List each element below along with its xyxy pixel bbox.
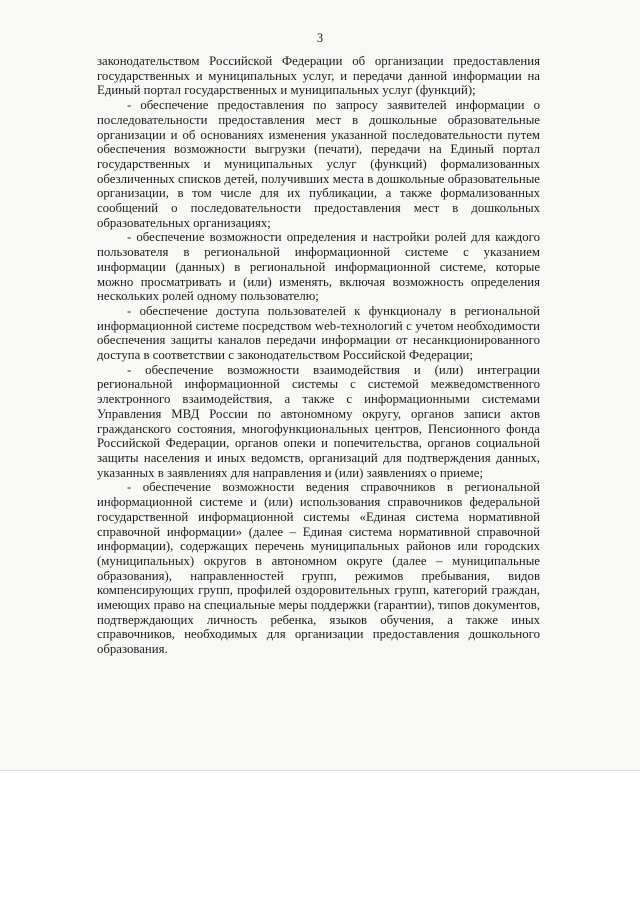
paragraph-user-roles: - обеспечение возможности определения и настройки ролей для каждого пользователя в региональной информационной системе с указанием информации (данных) в региональной информационной системе, которые можно просматривать и (или) изменять, включая возможность определения нескольких ролей одному пользователю;: [97, 230, 540, 304]
page-number: 3: [316, 31, 324, 45]
paragraph-integration: - обеспечение возможности взаимодействия и (или) интеграции региональной информационной системы с системой межведомственного электронного взаимодействия, а также с информационными системами Управления МВД России по автономному округу, органов записи актов гражданского состояния, многофункциональных центров, Пенсионного фонда Российской Федерации, органов опеки и попечительства, органов социальной защиты населения и иных ведомств, организаций для подтверждения данных, указанных в заявлениях для направления и (или) заявлениях о приеме;: [97, 362, 540, 480]
paragraph-continuation: законодательством Российской Федерации об организации предоставления государственных и муниципальных услуг, и передачи данной информации на Единый портал государственных и муниципальных услуг (функций);: [97, 54, 540, 98]
paragraph-queue-info: - обеспечение предоставления по запросу заявителей информации о последовательности предоставления мест в дошкольные образовательные организации и об основаниях изменения указанной последовательности путем обеспечения возможности выгрузки (печати), передачи на Единый портал государственных и муниципальных услуг (функций) формализованных обезличенных списков детей, получивших места в дошкольные образовательные организации, в том числе для их публикации, а также формализованных сообщений о последовательности предоставления мест в дошкольных образовательных организациях;: [97, 98, 540, 230]
paragraph-web-access: - обеспечение доступа пользователей к функционалу в региональной информационной системе посредством web-технологий с учетом необходимости обеспечения защиты каналов передачи информации от несанкционированного доступа в соответствии с законодательством Российской Федерации;: [97, 303, 540, 363]
paragraph-reference-books: - обеспечение возможности ведения справочников в региональной информационной системе и (или) использования справочников федеральной государственной информационной системы «Единая система нормативной справочной информации» (далее – Единая система нормативной справочной информации), содержащих перечень муниципальных районов или городских (муниципальных) округов в автономном округе (далее – муниципальные образования), направленностей групп, режимов пребывания, видов компенсирующих групп, профилей оздоровительных групп, категорий граждан, имеющих право на специальные меры поддержки (гарантии), типов документов, подтверждающих личность ребенка, языков обучения, а также иных справочников, необходимых для организации предоставления дошкольного образования.: [97, 480, 540, 657]
document-body: [97, 54, 540, 657]
